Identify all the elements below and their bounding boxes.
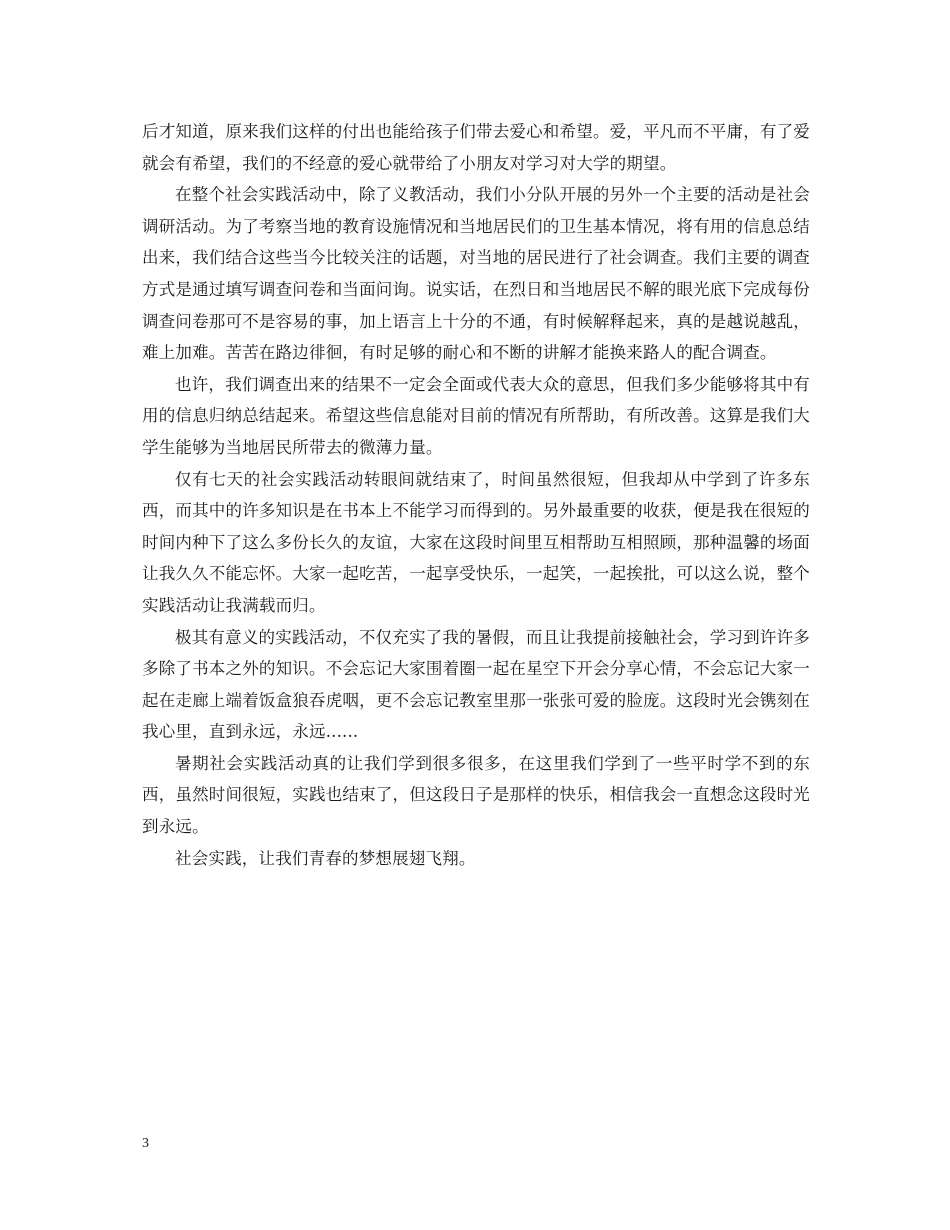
paragraph-1: 后才知道，原来我们这样的付出也能给孩子们带去爱心和希望。爱，平凡而不平庸，有了爱就会有希望，我们的不经意的爱心就带给了小朋友对学习对大学的期望。 xyxy=(142,122,810,173)
paragraph-5: 极其有意义的实践活动，不仅充实了我的暑假，而且让我提前接触社会，学习到许许多多除了书本之外的知识。不会忘记大家围着圈一起在星空下开会分享心情，不会忘记大家一起在走廊上端着饭盒狼吞虎咽，更不会忘记教室里那一张张可爱的脸庞。这段时光会镌刻在我心里，直到永远，永远...... xyxy=(142,627,810,742)
paragraph-2: 在整个社会实践活动中，除了义教活动，我们小分队开展的另外一个主要的活动是社会调研活动。为了考察当地的教育设施情况和当地居民们的卫生基本情况，将有用的信息总结出来，我们结合这些当今比较关注的话题，对当地的居民进行了社会调查。我们主要的调查方式是通过填写调查问卷和当面问询。说实话，在烈日和当地居民不解的眼光底下完成每份调查问卷那可不是容易的事，加上语言上十分的不通，有时候解释起来，真的是越说越乱，难上加难。苦苦在路边徘徊，有时足够的耐心和不断的讲解才能换来路人的配合调查。 xyxy=(142,185,810,363)
body-text xyxy=(142,116,810,874)
paragraph-7: 社会实践，让我们青春的梦想展翅飞翔。 xyxy=(175,848,476,868)
paragraph-4: 仅有七天的社会实践活动转眼间就结束了，时间虽然很短，但我却从中学到了许多东西，而其中的许多知识是在书本上不能学习而得到的。另外最重要的收获，便是我在很短的时间内种下了这么多份长久的友谊，大家在这段时间里互相帮助互相照顾，那种温馨的场面让我久久不能忘怀。大家一起吃苦，一起享受快乐，一起笑，一起挨批，可以这么说，整个实践活动让我满载而归。 xyxy=(142,469,810,615)
page-number: 3 xyxy=(142,1136,149,1151)
paragraph-3: 也许，我们调查出来的结果不一定会全面或代表大众的意思，但我们多少能够将其中有用的信息归纳总结起来。希望这些信息能对目前的情况有所帮助，有所改善。这算是我们大学生能够为当地居民所带去的微薄力量。 xyxy=(142,374,810,457)
paragraph-6: 暑期社会实践活动真的让我们学到很多很多，在这里我们学到了一些平时学不到的东西，虽然时间很短，实践也结束了，但这段日子是那样的快乐，相信我会一直想念这段时光到永远。 xyxy=(142,753,810,837)
